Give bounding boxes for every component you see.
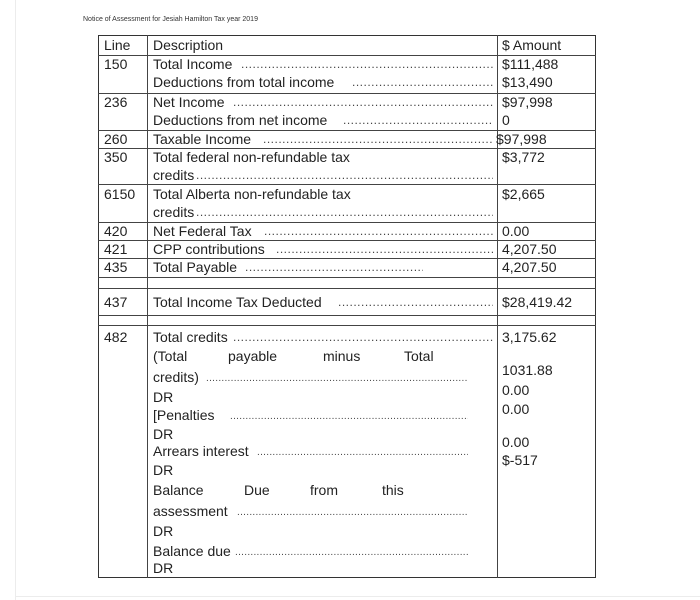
arrears-label: Arrears interest [153, 443, 249, 459]
dot-leader [338, 295, 493, 309]
row-amount: $111,488 [502, 56, 559, 72]
row-divider [98, 184, 596, 185]
line-number: 437 [104, 294, 128, 310]
balance-word: Due [244, 482, 270, 498]
dot-leader [196, 205, 493, 219]
dot-leader [233, 95, 493, 109]
header-description: Description [153, 37, 224, 53]
line-number: 150 [104, 56, 128, 72]
dot-leader [257, 446, 468, 460]
row-amount: 0.00 [502, 223, 530, 239]
dot-leader [352, 75, 493, 89]
row-description: Taxable Income [153, 131, 252, 147]
net-amount: 1031.88 [502, 362, 553, 378]
line-number: 6150 [104, 186, 136, 202]
line-number: 421 [104, 241, 128, 257]
line-number: 260 [104, 131, 128, 147]
row-divider [98, 315, 596, 316]
row-divider [98, 288, 596, 289]
balance-word: this [382, 482, 404, 498]
row-description: Total Income [153, 56, 233, 72]
row-amount: $97,998 [496, 131, 547, 147]
page-bottom-rule [15, 596, 700, 597]
dot-leader [206, 372, 468, 386]
arrears-amount: 0.00 [502, 434, 530, 450]
dr-label: DR [153, 462, 174, 478]
dot-leader [245, 260, 423, 274]
row-amount: 4,207.50 [502, 241, 557, 257]
row-description-cont: credits [153, 167, 195, 183]
row-amount: $3,772 [502, 149, 545, 165]
row-description: Deductions from net income [153, 112, 328, 128]
row-description: Total Alberta non-refundable tax [153, 186, 351, 202]
penalties-amount: 0.00 [502, 382, 530, 398]
net-word: payable [228, 348, 278, 364]
row-amount: 4,207.50 [502, 259, 557, 275]
dr-label: DR [153, 523, 174, 539]
dot-leader [196, 168, 493, 182]
dot-leader [276, 242, 493, 256]
dot-leader [233, 330, 493, 344]
row-description: Total federal non-refundable tax [153, 149, 350, 165]
dr-label: DR [153, 426, 174, 442]
dot-leader [263, 132, 493, 146]
dot-leader [241, 57, 493, 71]
penalties-label: [Penalties [153, 407, 215, 423]
line-number: 236 [104, 94, 128, 110]
balance-word: from [310, 482, 338, 498]
row-divider [98, 325, 596, 326]
line-number: 435 [104, 259, 128, 275]
credits-total-amount: 3,175.62 [502, 329, 557, 345]
row-description: Total Income Tax Deducted [153, 294, 322, 310]
balance-word: Balance [153, 482, 204, 498]
row-description-cont: credits [153, 204, 195, 220]
dot-leader [235, 546, 468, 560]
credits-total-label: Total credits [153, 329, 228, 345]
balance-due-label: Balance due [153, 543, 231, 559]
net-word: (Total [153, 348, 188, 364]
net-credits-label: credits) [153, 369, 199, 385]
page-left-rule [15, 0, 16, 600]
col-divider-amount [497, 35, 498, 578]
net-word: Total [404, 348, 434, 364]
net-word: minus [323, 348, 361, 364]
col-divider-line [147, 35, 148, 578]
row-amount: $2,665 [502, 186, 545, 202]
header-line: Line [104, 37, 131, 53]
dr-label: DR [153, 560, 174, 576]
penalties-amount: 0.00 [502, 401, 530, 417]
arrears-amount: $-517 [502, 452, 538, 468]
dot-leader [230, 410, 468, 424]
row-amount: 0 [502, 112, 510, 128]
row-divider [98, 277, 596, 278]
line-number: 420 [104, 223, 128, 239]
line-number: 350 [104, 149, 128, 165]
row-description: Net Income [153, 94, 225, 110]
dot-leader [343, 113, 493, 127]
dr-label: DR [153, 389, 174, 405]
dot-leader [237, 506, 468, 520]
row-amount: $13,490 [502, 74, 553, 90]
header-amount: $ Amount [502, 37, 562, 53]
row-description: Net Federal Tax [153, 223, 252, 239]
document-title: Notice of Assessment for Jesiah Hamilton Tax year 2019 [83, 16, 258, 23]
row-description: CPP contributions [153, 241, 265, 257]
row-description: Total Payable [153, 259, 238, 275]
assessment-label: assessment [153, 503, 228, 519]
line-number: 482 [104, 329, 128, 345]
row-amount: $28,419.42 [502, 294, 573, 310]
dot-leader [264, 224, 493, 238]
row-description: Deductions from total income [153, 74, 335, 90]
row-amount: $97,998 [502, 94, 553, 110]
